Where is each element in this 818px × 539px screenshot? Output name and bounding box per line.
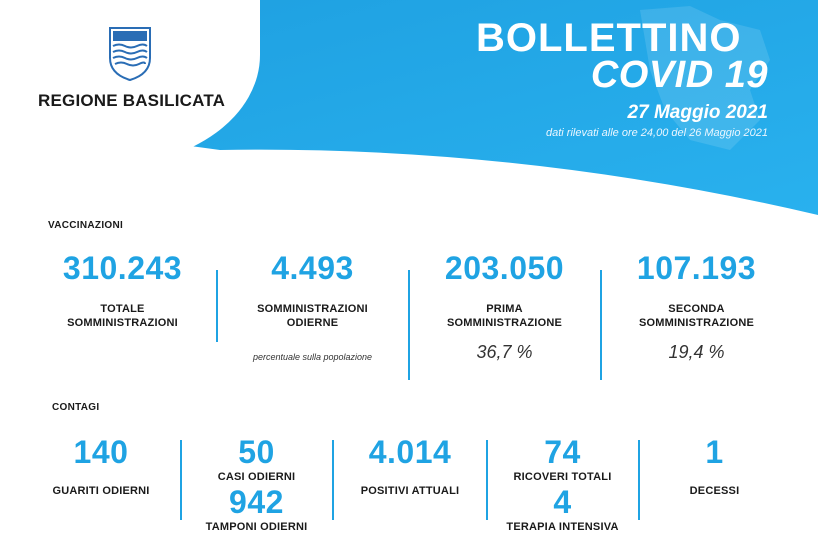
bulletin-date: 27 Maggio 2021 bbox=[627, 102, 768, 123]
divider bbox=[600, 270, 602, 380]
section-label-contagi: CONTAGI bbox=[52, 402, 100, 413]
stat-caption: DECESSI bbox=[689, 485, 740, 497]
divider bbox=[180, 440, 182, 520]
stat-positivi-attuali bbox=[336, 434, 484, 498]
stat-caption: ODIERNE bbox=[286, 317, 339, 329]
stat-caption: PRIMA bbox=[486, 303, 523, 315]
stat-caption: SOMMINISTRAZIONE bbox=[638, 317, 755, 329]
stat-decessi bbox=[642, 434, 787, 498]
regional-crest-icon bbox=[107, 26, 153, 82]
stat-value-terapia: 4 bbox=[553, 484, 572, 520]
divider bbox=[486, 440, 488, 520]
stat-caption-casi: CASI ODIERNI bbox=[217, 471, 296, 483]
header-banner bbox=[0, 0, 818, 215]
stat-percent: 36,7 % bbox=[476, 342, 533, 362]
stat-caption: POSITIVI ATTUALI bbox=[360, 485, 460, 497]
stat-value-casi: 50 bbox=[238, 434, 275, 470]
divider bbox=[638, 440, 640, 520]
stat-value: 1 bbox=[705, 434, 724, 470]
region-name: REGIONE BASILICATA bbox=[38, 91, 226, 110]
stat-caption: SOMMINISTRAZIONI bbox=[257, 303, 368, 315]
divider bbox=[332, 440, 334, 520]
divider bbox=[408, 270, 410, 380]
stat-somministrazioni-odierne bbox=[220, 250, 405, 362]
stat-caption: SOMMINISTRAZIONI bbox=[67, 317, 178, 329]
stat-caption: SECONDA bbox=[668, 303, 725, 315]
stat-casi-tamponi bbox=[184, 434, 329, 534]
stat-seconda-somministrazione bbox=[604, 250, 789, 363]
bulletin-subtitle: COVID 19 bbox=[590, 54, 768, 96]
stat-guariti-odierni bbox=[25, 434, 177, 498]
stat-caption: TOTALE bbox=[100, 303, 145, 315]
stat-value: 4.014 bbox=[368, 434, 452, 470]
stat-caption-tamponi: TAMPONI ODIERNI bbox=[205, 521, 308, 533]
stat-caption: GUARITI ODIERNI bbox=[52, 485, 150, 497]
stat-value-ricoveri: 74 bbox=[544, 434, 581, 470]
stat-value: 107.193 bbox=[636, 250, 757, 286]
stat-prima-somministrazione bbox=[412, 250, 597, 363]
stat-value: 203.050 bbox=[444, 250, 565, 286]
stat-percent: 19,4 % bbox=[668, 342, 725, 362]
stat-caption: SOMMINISTRAZIONE bbox=[446, 317, 563, 329]
stat-ricoveri-terapia bbox=[490, 434, 635, 534]
divider bbox=[216, 270, 218, 342]
data-collection-note: dati rilevati alle ore 24,00 del 26 Maggio 2021 bbox=[546, 127, 768, 139]
stat-totale-somministrazioni bbox=[30, 250, 215, 330]
stat-caption-terapia: TERAPIA INTENSIVA bbox=[506, 521, 619, 533]
stat-caption-ricoveri: RICOVERI TOTALI bbox=[513, 471, 612, 483]
section-label-vaccinazioni: VACCINAZIONI bbox=[48, 220, 124, 231]
stat-value: 140 bbox=[73, 434, 129, 470]
stat-value: 4.493 bbox=[271, 250, 354, 286]
percent-note: percentuale sulla popolazione bbox=[252, 352, 373, 362]
stat-value-tamponi: 942 bbox=[229, 484, 284, 520]
stat-value: 310.243 bbox=[62, 250, 183, 286]
bulletin-title: BOLLETTINO bbox=[476, 16, 742, 60]
